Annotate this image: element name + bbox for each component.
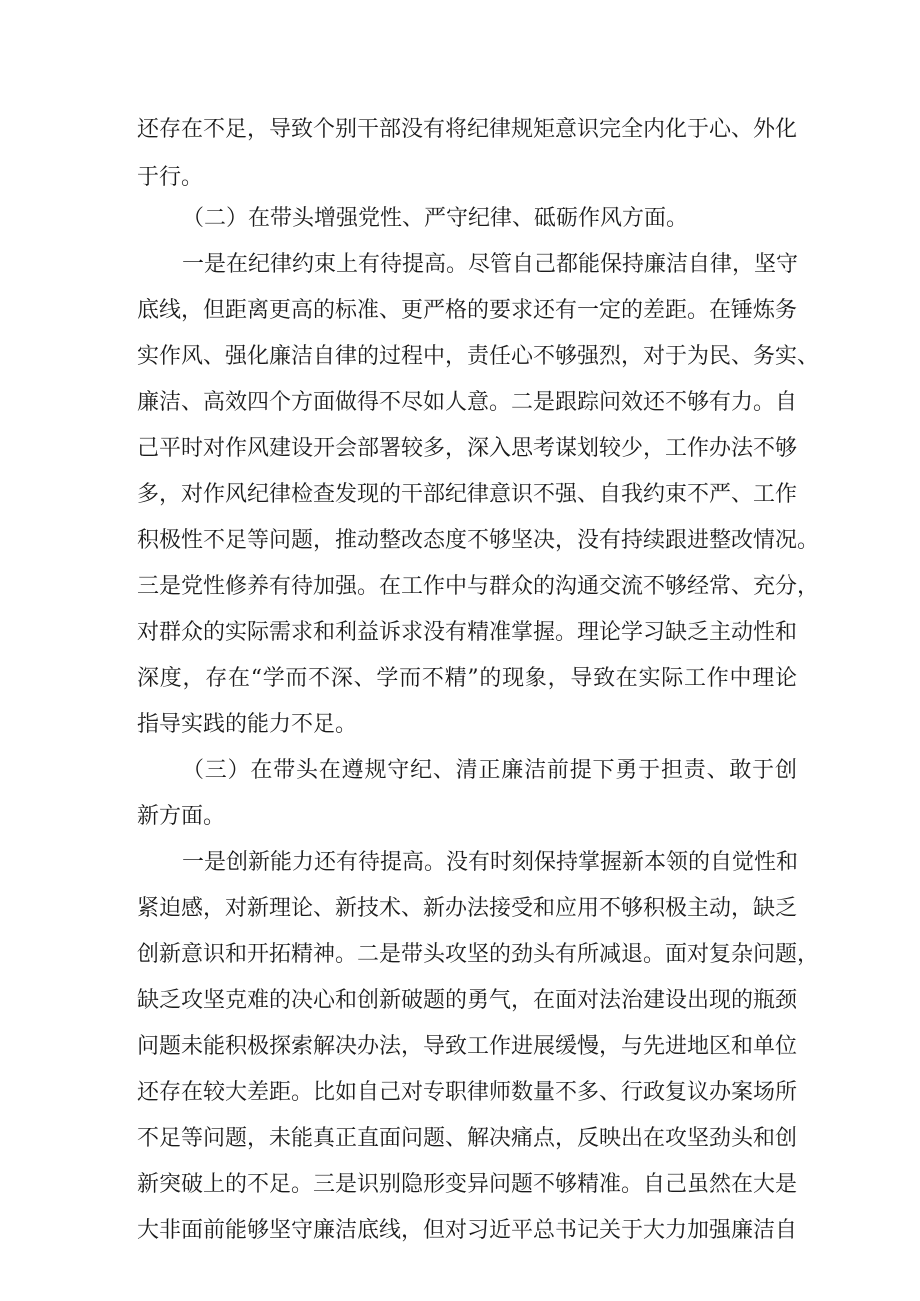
text-line-7: 廉洁、高效四个方面做得不尽如人意。二是跟踪问效还不够有力。自 — [137, 390, 798, 415]
text-line-6: 实作风、强化廉洁自律的过程中，责任心不够强烈，对于为民、务实、 — [137, 344, 820, 369]
text-line-22: 还存在较大差距。比如自己对专职律师数量不多、行政复议办案场所 — [137, 1080, 798, 1105]
text-line-9: 多，对作风纪律检查发现的干部纪律意识不强、自我约束不严、工作 — [137, 482, 798, 507]
text-line-5: 底线，但距离更高的标准、更严格的要求还有一定的差距。在锤炼务 — [137, 298, 798, 323]
text-line-1: 还存在不足，导致个别干部没有将纪律规矩意识完全内化于心、外化 — [137, 117, 798, 142]
text-line-2: 于行。 — [137, 165, 204, 190]
text-line-24: 新突破上的不足。三是识别隐形变异问题不够精准。自己虽然在大是 — [137, 1172, 798, 1197]
text-line-18: 紧迫感，对新理论、新技术、新办法接受和应用不够积极主动，缺乏 — [137, 896, 798, 921]
text-line-11: 三是党性修养有待加强。在工作中与群众的沟通交流不够经常、充分， — [137, 574, 820, 599]
section-heading-2: （二）在带头增强党性、严守纪律、砥砺作风方面。 — [182, 206, 689, 231]
text-line-20: 缺乏攻坚克难的决心和创新破题的勇气，在面对法治建设出现的瓶颈 — [137, 988, 798, 1013]
text-line-8: 己平时对作风建设开会部署较多，深入思考谋划较少，工作办法不够 — [137, 436, 798, 461]
text-line-4: 一是在纪律约束上有待提高。尽管自己都能保持廉洁自律，坚守 — [182, 252, 799, 277]
text-line-12: 对群众的实际需求和利益诉求没有精准掌握。理论学习缺乏主动性和 — [137, 620, 798, 645]
text-line-25: 大非面前能够坚守廉洁底线，但对习近平总书记关于大力加强廉洁自 — [137, 1218, 798, 1243]
text-line-21: 问题未能积极探索解决办法，导致工作进展缓慢，与先进地区和单位 — [137, 1034, 798, 1059]
text-line-14: 指导实践的能力不足。 — [137, 712, 358, 737]
text-line-23: 不足等问题，未能真正直面问题、解决痛点，反映出在攻坚劲头和创 — [137, 1126, 798, 1151]
text-line-10: 积极性不足等问题，推动整改态度不够坚决，没有持续跟进整改情况。 — [137, 528, 820, 553]
section-heading-3-cont: 新方面。 — [137, 804, 226, 829]
text-line-17: 一是创新能力还有待提高。没有时刻保持掌握新本领的自觉性和 — [182, 850, 799, 875]
text-line-13: 深度，存在“学而不深、学而不精”的现象，导致在实际工作中理论 — [137, 666, 797, 691]
text-line-19: 创新意识和开拓精神。二是带头攻坚的劲头有所减退。面对复杂问题， — [137, 942, 820, 967]
section-heading-3: （三）在带头在遵规守纪、清正廉洁前提下勇于担责、敢于创 — [182, 758, 797, 783]
